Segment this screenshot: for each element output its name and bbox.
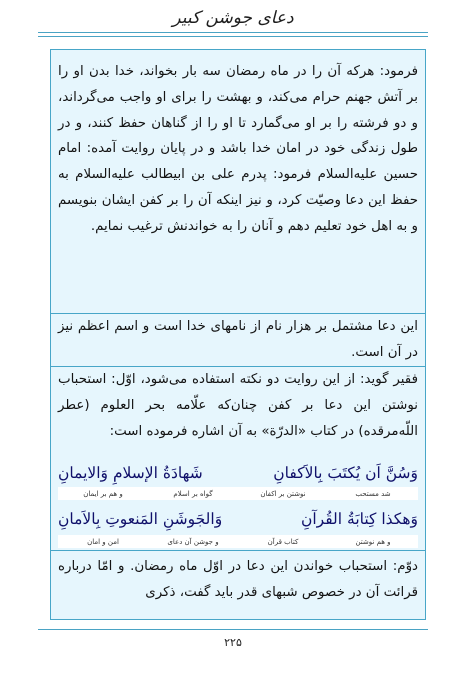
separator-3 <box>50 550 426 551</box>
verse-line-1-hemistich-2: شَهادَةُ الإسلامِ وَالايمانِ <box>58 464 203 482</box>
translation-word: کتاب قرآن <box>267 537 299 546</box>
verse-line-1-hemistich-1: وَسُنَّ اَن يُكتَبَ بِالاَكفانِ <box>273 464 418 482</box>
translation-word: نوشتن بر اکفان <box>260 489 306 498</box>
paragraph-4: دوّم: استحباب خواندن این دعا در اوّل ماه رمضان. و امّا درباره قرائت آن در خصوص شبهای قدر باید گفت، ذکری <box>58 559 418 600</box>
verse-line-1-translation <box>58 487 418 500</box>
verse-line-2-hemistich-2: وَالجَوشَنِ المَنعوتِ بِالاَمانِ <box>58 510 223 528</box>
translation-word: شد مستحب <box>355 489 391 498</box>
header-rule-bottom <box>38 36 428 37</box>
paragraph-1: فرمود: هرکه آن را در ماه رمضان سه بار بخواند، خدا بدن او را بر آتش جهنم حرام می‌کند، و بهشت را برای او واجب می‌گرداند، و دو فرشته را بر او می‌گمارد تا او را از گناهان حفظ کنند، و در طول زندگی خود در امان خدا باشد و در پایان روایت آمده: امام حسین علیه‌السلام فرمود: پدرم علی بن ابیطالب علیه‌السلام به حفظ این دعا وصیّت کرد، و نیز اینکه آن را بر کفن ایشان بنویسم و به اهل خود تعلیم دهم و آنان را به خواندنش ترغیب نمایم. <box>58 64 418 234</box>
page-number: ۲۲۵ <box>224 636 242 649</box>
footer-rule <box>38 629 428 630</box>
translation-word: و جوشن آن دعای <box>167 537 219 546</box>
verse-line-2-translation <box>58 535 418 548</box>
verse-line-1 <box>58 460 418 486</box>
verse-line-2 <box>58 506 418 532</box>
paragraph-3: فقیر گوید: از این روایت دو نکته استفاده می‌شود، اوّل: استحباب نوشتن این دعا بر کفن چنان‌که علّامه بحر العلوم (عطر اللّه‌مرقده) در کتاب «الدرّة» به آن اشاره فرموده است: <box>58 372 418 439</box>
page-title: دعای جوشن کبیر <box>172 8 294 28</box>
translation-word: امن و امان <box>87 537 119 546</box>
paragraph-2: این دعا مشتمل بر هزار نام از نامهای خدا است و اسم اعظم نیز در آن است. <box>58 319 418 360</box>
translation-word: گواه بر اسلام <box>173 489 213 498</box>
verse-line-2-hemistich-1: وَهكذا كِتابَةُ القُرآنِ <box>300 510 418 528</box>
header-rule-top <box>38 32 428 33</box>
translation-word: و هم نوشتن <box>355 537 391 546</box>
translation-word: و هم بر ایمان <box>83 489 123 498</box>
